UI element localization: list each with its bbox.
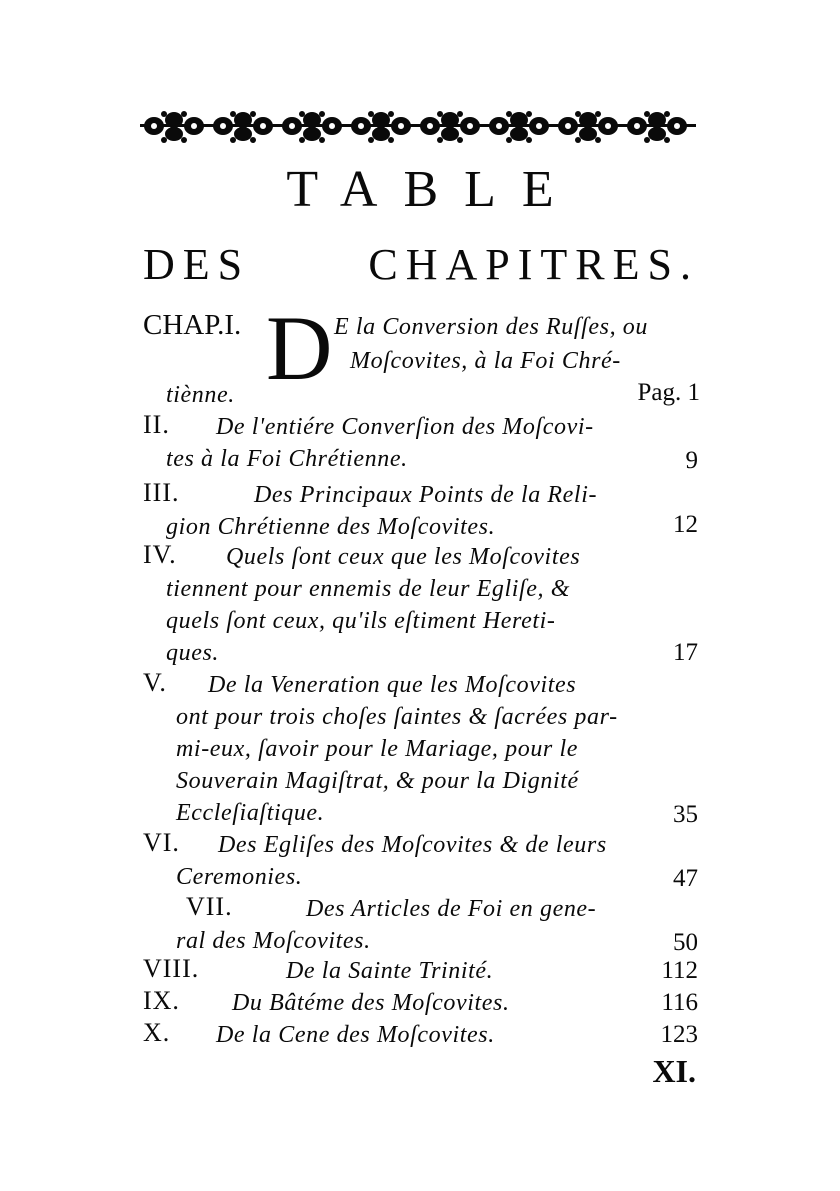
page-number: 35 xyxy=(673,801,698,828)
catchword: XI. xyxy=(652,1053,696,1089)
chapter-title-line: De la Sainte Trinité. xyxy=(286,958,494,984)
chapter-title-line: De la Veneration que les Moſcovites xyxy=(208,672,577,698)
chapter-title-line: mi-eux, ſavoir pour le Mariage, pour le xyxy=(176,736,578,762)
chapter-title-line: Des Principaux Points de la Reli- xyxy=(254,482,598,508)
chapter-title-line: Des Articles de Foi en gene- xyxy=(306,896,597,922)
page-number: 17 xyxy=(673,639,698,666)
chapter-title-line: Des Egliſes des Moſcovites & de leurs xyxy=(218,832,607,858)
chapter-title-line: Moſcovites, à la Foi Chré- xyxy=(350,348,621,374)
page-number: 116 xyxy=(661,989,698,1016)
chapter-title-line: quels ſont ceux, qu'ils eſtiment Hereti- xyxy=(166,608,556,634)
chapter-title-line: Eccleſiaſtique. xyxy=(176,800,325,826)
subtitle-word: CHAPITRES. xyxy=(368,240,699,289)
chapter-title-line: ral des Moſcovites. xyxy=(176,928,371,954)
chapter-number: IX. xyxy=(143,986,180,1015)
chapter-title-line: ont pour trois choſes ſaintes & ſacrées par- xyxy=(176,704,618,730)
chapter-title-line: Souverain Magiſtrat, & pour la Dignité xyxy=(176,768,579,794)
chapter-title-line: gion Chrétienne des Moſcovites. xyxy=(166,514,496,540)
chapter-title-line: tiennent pour ennemis de leur Egliſe, & xyxy=(166,576,570,602)
chapter-number: CHAP.I. xyxy=(143,309,242,341)
chapter-title-line: De l'entiére Converſion des Moſcovi- xyxy=(216,414,594,440)
chapter-title-line: Ceremonies. xyxy=(176,864,303,890)
chapter-title-line: Quels ſont ceux que les Moſcovites xyxy=(226,544,581,570)
chapter-number: VII. xyxy=(186,892,233,921)
page-number: 112 xyxy=(661,957,698,984)
page-title: TABLE xyxy=(286,161,580,218)
chapter-number: VIII. xyxy=(143,954,200,983)
page-number: Pag. 1 xyxy=(637,379,700,406)
subtitle-word: DES xyxy=(143,240,251,289)
page-subtitle xyxy=(143,240,699,290)
page-number: 123 xyxy=(660,1021,698,1048)
chapter-number: IV. xyxy=(143,540,177,569)
page-number: 47 xyxy=(673,865,698,892)
chapter-number: V. xyxy=(143,668,167,697)
chapter-number: II. xyxy=(143,410,170,439)
drop-cap: D xyxy=(266,297,333,399)
chapter-title-line: Du Bâtéme des Moſcovites. xyxy=(232,990,510,1016)
page-number: 12 xyxy=(673,511,698,538)
chapter-title-line: tiènne. xyxy=(166,382,235,408)
chapter-number: VI. xyxy=(143,828,180,857)
chapter-title-line: E la Conversion des Ruſſes, ou xyxy=(334,314,648,340)
chapter-number: III. xyxy=(143,478,180,507)
page-number: 9 xyxy=(685,447,698,474)
chapter-title-line: De la Cene des Moſcovites. xyxy=(216,1022,495,1048)
chapter-title-line: tes à la Foi Chrétienne. xyxy=(166,446,408,472)
chapter-title-line: ques. xyxy=(166,640,219,666)
ornament-band-icon xyxy=(140,108,696,148)
page-number: 50 xyxy=(673,929,698,956)
chapter-number: X. xyxy=(143,1018,171,1047)
